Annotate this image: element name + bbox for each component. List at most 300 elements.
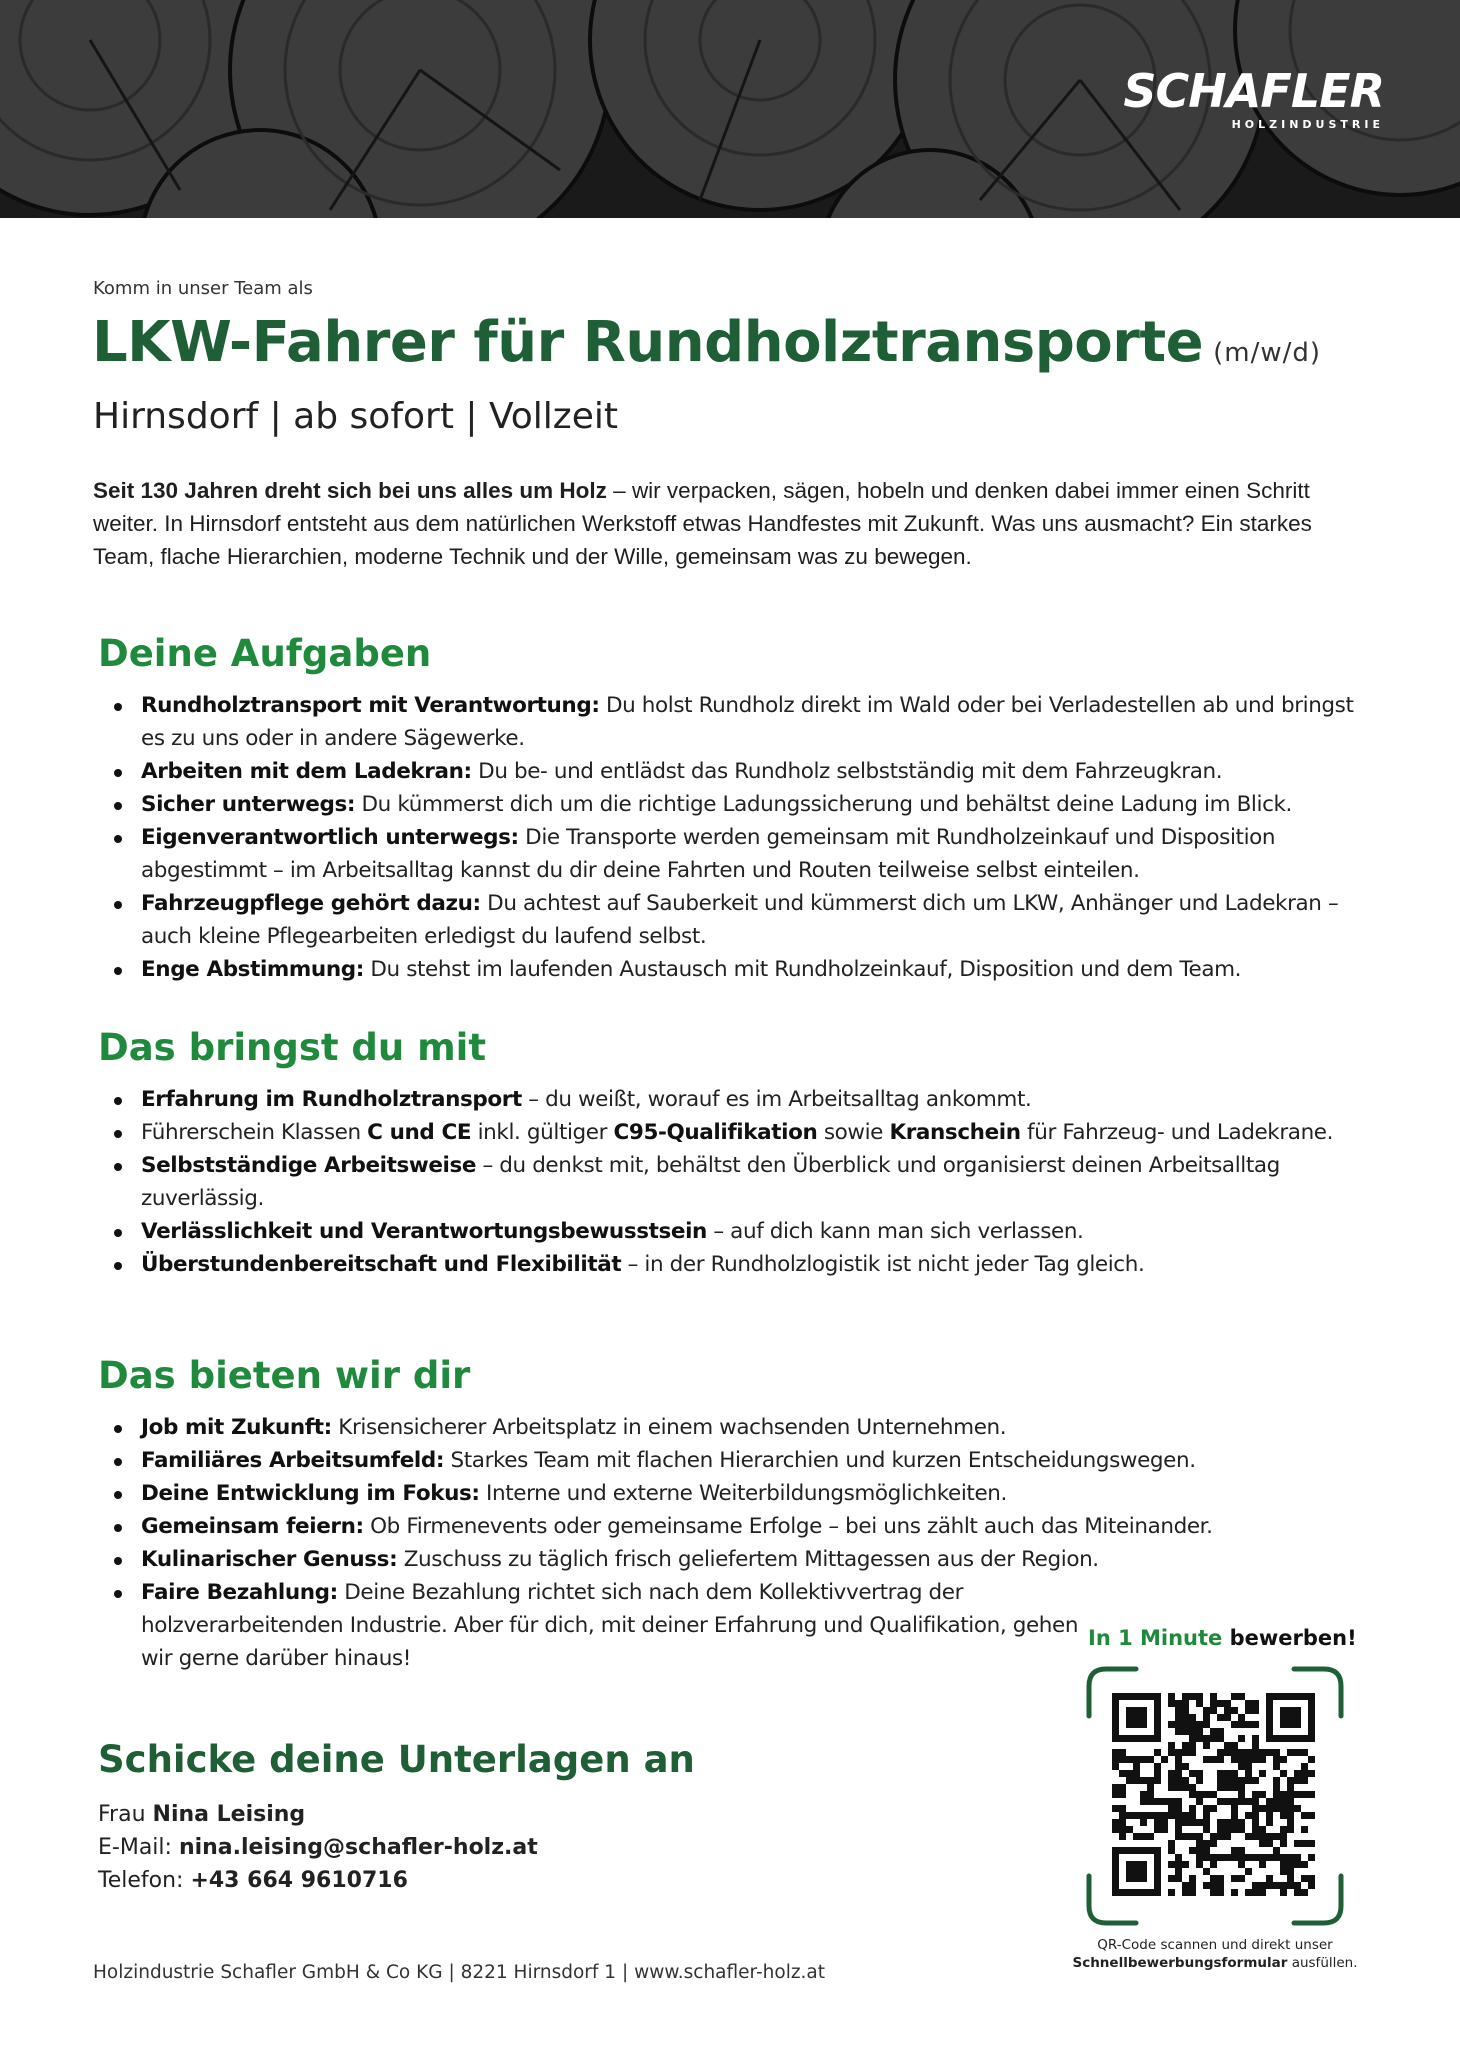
qr-module bbox=[1189, 1749, 1196, 1756]
email-link[interactable]: nina.leising@schafler-holz.at bbox=[178, 1835, 538, 1860]
qr-module bbox=[1217, 1826, 1224, 1833]
qr-module bbox=[1301, 1763, 1308, 1770]
name-prefix: Frau bbox=[98, 1802, 153, 1827]
item-bold: C und CE bbox=[367, 1120, 472, 1145]
qr-module bbox=[1203, 1868, 1210, 1875]
qr-module bbox=[1245, 1854, 1252, 1861]
qr-module bbox=[1273, 1798, 1280, 1805]
qr-module bbox=[1287, 1784, 1294, 1791]
qr-module bbox=[1231, 1742, 1238, 1749]
item-text: Du be- und entlädst das Rundholz selbstständig mit dem Fahrzeugkran. bbox=[471, 759, 1223, 784]
job-title-text: LKW-Fahrer für Rundholztransporte bbox=[92, 310, 1204, 375]
qr-module bbox=[1175, 1700, 1182, 1707]
qr-note-rest: ausfüllen. bbox=[1287, 1955, 1358, 1971]
qr-module bbox=[1196, 1854, 1203, 1861]
qr-module bbox=[1133, 1812, 1140, 1819]
list-item bbox=[98, 1083, 1378, 1116]
qr-module bbox=[1266, 1798, 1273, 1805]
qr-module bbox=[1133, 1756, 1140, 1763]
qr-module bbox=[1217, 1700, 1224, 1707]
item-bold: Kranschein bbox=[889, 1120, 1021, 1145]
qr-module bbox=[1308, 1882, 1315, 1889]
qr-module bbox=[1252, 1707, 1259, 1714]
qr-module bbox=[1252, 1749, 1259, 1756]
qr-module bbox=[1280, 1798, 1287, 1805]
qr-module bbox=[1210, 1889, 1217, 1896]
qr-module bbox=[1287, 1819, 1294, 1826]
qr-module bbox=[1308, 1854, 1315, 1861]
qr-module bbox=[1224, 1854, 1231, 1861]
qr-module bbox=[1231, 1805, 1238, 1812]
intro-paragraph bbox=[93, 474, 1333, 573]
qr-module bbox=[1252, 1735, 1259, 1742]
list-item bbox=[98, 821, 1378, 887]
qr-module bbox=[1154, 1770, 1161, 1777]
qr-module bbox=[1196, 1847, 1203, 1854]
qr-module bbox=[1161, 1826, 1168, 1833]
qr-module bbox=[1287, 1868, 1294, 1875]
qr-module bbox=[1259, 1756, 1266, 1763]
qr-module bbox=[1189, 1875, 1196, 1882]
qr-module bbox=[1280, 1770, 1287, 1777]
qr-module bbox=[1182, 1833, 1189, 1840]
qr-module bbox=[1168, 1770, 1175, 1777]
qr-module bbox=[1133, 1777, 1140, 1784]
qr-module bbox=[1175, 1707, 1182, 1714]
qr-module bbox=[1245, 1749, 1252, 1756]
qr-module bbox=[1126, 1707, 1147, 1728]
qr-module bbox=[1175, 1805, 1182, 1812]
list-item bbox=[98, 1215, 1378, 1248]
qr-module bbox=[1196, 1833, 1203, 1840]
logo-subline: HOLZINDUSTRIE bbox=[1231, 118, 1384, 131]
qr-module bbox=[1126, 1777, 1133, 1784]
qr-module bbox=[1175, 1826, 1182, 1833]
qr-module bbox=[1126, 1756, 1133, 1763]
qr-module bbox=[1210, 1833, 1217, 1840]
item-text: für Fahrzeug- und Ladekrane. bbox=[1020, 1120, 1334, 1145]
qr-module bbox=[1203, 1742, 1210, 1749]
qr-module bbox=[1245, 1833, 1252, 1840]
qr-module bbox=[1126, 1812, 1133, 1819]
qr-module bbox=[1273, 1763, 1280, 1770]
qr-module bbox=[1280, 1861, 1287, 1868]
qr-module bbox=[1231, 1819, 1238, 1826]
qr-module bbox=[1175, 1854, 1182, 1861]
email-label: E-Mail: bbox=[98, 1835, 179, 1860]
qr-module bbox=[1280, 1812, 1287, 1819]
qr-module bbox=[1217, 1756, 1224, 1763]
qr-module bbox=[1189, 1805, 1196, 1812]
job-title bbox=[92, 310, 1321, 375]
qr-module bbox=[1231, 1777, 1238, 1784]
qr-module bbox=[1245, 1700, 1252, 1707]
qr-module bbox=[1175, 1728, 1182, 1735]
intro-kicker: Komm in unser Team als bbox=[93, 278, 313, 299]
qr-module bbox=[1259, 1854, 1266, 1861]
qr-module bbox=[1203, 1791, 1210, 1798]
item-text: – du denkst mit, behältst den Überblick und organisierst deinen Arbeitsalltag zuverlässig. bbox=[141, 1153, 1280, 1211]
section-title-contact: Schicke deine Unterlagen an bbox=[98, 1738, 695, 1781]
contact-name bbox=[98, 1798, 538, 1831]
qr-module bbox=[1210, 1805, 1217, 1812]
qr-module bbox=[1189, 1889, 1196, 1896]
qr-module bbox=[1224, 1784, 1231, 1791]
qr-module bbox=[1245, 1756, 1252, 1763]
section-title-aufgaben: Deine Aufgaben bbox=[98, 632, 432, 675]
qr-module bbox=[1154, 1777, 1161, 1784]
qr-module bbox=[1210, 1728, 1217, 1735]
qr-module bbox=[1224, 1826, 1231, 1833]
qr-module bbox=[1189, 1693, 1196, 1700]
qr-module bbox=[1287, 1826, 1294, 1833]
qr-module bbox=[1217, 1833, 1224, 1840]
qr-module bbox=[1217, 1784, 1224, 1791]
item-bold: Kulinarischer Genuss: bbox=[141, 1547, 398, 1572]
qr-module bbox=[1203, 1756, 1210, 1763]
intro-text: – wir verpacken, sägen, hobeln und denken dabei immer einen Schritt weiter. In Hirnsdorf entsteht aus dem natürlichen Werkstoff etwas Handfestes mit Zukunft. Was uns ausmacht? Ein starkes Team, flache Hierarchien, moderne Technik und der Wille, gemeinsam was zu bewegen. bbox=[93, 478, 1312, 569]
qr-module bbox=[1175, 1868, 1182, 1875]
qr-module bbox=[1161, 1798, 1168, 1805]
qr-module bbox=[1238, 1861, 1245, 1868]
qr-code[interactable] bbox=[1086, 1666, 1344, 1926]
qr-module bbox=[1259, 1861, 1266, 1868]
phone-label: Telefon: bbox=[98, 1868, 191, 1893]
qr-module bbox=[1217, 1875, 1224, 1882]
qr-module bbox=[1147, 1791, 1154, 1798]
qr-module bbox=[1238, 1749, 1245, 1756]
qr-module bbox=[1168, 1805, 1175, 1812]
qr-module bbox=[1182, 1861, 1189, 1868]
item-bold: Überstundenbereitschaft und Flexibilität bbox=[141, 1252, 622, 1277]
qr-module bbox=[1189, 1812, 1196, 1819]
qr-module bbox=[1189, 1721, 1196, 1728]
qr-module bbox=[1154, 1749, 1161, 1756]
qr-module bbox=[1294, 1805, 1301, 1812]
qr-module bbox=[1182, 1784, 1189, 1791]
qr-module bbox=[1196, 1700, 1203, 1707]
qr-module bbox=[1182, 1700, 1189, 1707]
qr-module bbox=[1196, 1791, 1203, 1798]
qr-module bbox=[1252, 1721, 1259, 1728]
qr-module bbox=[1252, 1854, 1259, 1861]
qr-module bbox=[1189, 1770, 1196, 1777]
qr-module bbox=[1238, 1721, 1245, 1728]
qr-module bbox=[1252, 1742, 1259, 1749]
qr-module bbox=[1147, 1798, 1154, 1805]
qr-module bbox=[1182, 1707, 1189, 1714]
item-bold: Eigenverantwortlich unterwegs: bbox=[141, 825, 519, 850]
qr-module bbox=[1252, 1798, 1259, 1805]
qr-module bbox=[1238, 1791, 1245, 1798]
item-bold: Sicher unterwegs: bbox=[141, 792, 356, 817]
qr-module bbox=[1210, 1840, 1217, 1847]
qr-module bbox=[1294, 1791, 1301, 1798]
qr-module bbox=[1238, 1756, 1245, 1763]
item-text: Du kümmerst dich um die richtige Ladungssicherung und behältst deine Ladung im Blick. bbox=[355, 792, 1292, 817]
qr-module bbox=[1119, 1812, 1126, 1819]
qr-module bbox=[1238, 1714, 1245, 1721]
qr-module bbox=[1224, 1714, 1231, 1721]
qr-module bbox=[1168, 1693, 1175, 1700]
qr-module bbox=[1175, 1833, 1182, 1840]
qr-module bbox=[1294, 1861, 1301, 1868]
qr-module bbox=[1252, 1756, 1259, 1763]
qr-module bbox=[1175, 1784, 1182, 1791]
qr-module bbox=[1266, 1854, 1273, 1861]
item-text: Die Transporte werden gemeinsam mit Rundholzeinkauf und Disposition abgestimmt – im Arbeitsalltag kannst du dir deine Fahrten und Routen teilweise selbst einteilen. bbox=[141, 825, 1276, 883]
qr-module bbox=[1203, 1882, 1210, 1889]
qr-module bbox=[1287, 1854, 1294, 1861]
gender-suffix: (m/w/d) bbox=[1213, 338, 1322, 368]
contact-phone bbox=[98, 1864, 538, 1897]
qr-module bbox=[1203, 1812, 1210, 1819]
item-bold: C95-Qualifikation bbox=[613, 1120, 818, 1145]
qr-module bbox=[1259, 1889, 1266, 1896]
qr-module bbox=[1154, 1798, 1161, 1805]
job-subtitle: Hirnsdorf | ab sofort | Vollzeit bbox=[93, 396, 618, 437]
qr-module bbox=[1259, 1882, 1266, 1889]
list-item bbox=[98, 1477, 1381, 1510]
qr-module bbox=[1161, 1756, 1168, 1763]
section-title-bringst: Das bringst du mit bbox=[98, 1026, 487, 1069]
qr-module bbox=[1189, 1735, 1196, 1742]
qr-module bbox=[1224, 1777, 1231, 1784]
qr-module bbox=[1189, 1714, 1196, 1721]
qr-module bbox=[1280, 1833, 1287, 1840]
qr-module bbox=[1168, 1742, 1175, 1749]
qr-module bbox=[1189, 1791, 1196, 1798]
qr-module bbox=[1252, 1819, 1259, 1826]
qr-module bbox=[1245, 1707, 1252, 1714]
qr-module bbox=[1196, 1693, 1203, 1700]
qr-module bbox=[1280, 1868, 1287, 1875]
qr-module bbox=[1203, 1819, 1210, 1826]
qr-module bbox=[1119, 1826, 1126, 1833]
list-item bbox=[98, 788, 1378, 821]
qr-module bbox=[1175, 1798, 1182, 1805]
qr-module bbox=[1231, 1875, 1238, 1882]
qr-module bbox=[1231, 1889, 1238, 1896]
qr-module bbox=[1210, 1700, 1217, 1707]
qr-module bbox=[1231, 1784, 1238, 1791]
hero-image bbox=[0, 0, 1460, 218]
qr-module bbox=[1266, 1833, 1273, 1840]
qr-module bbox=[1259, 1791, 1266, 1798]
qr-module bbox=[1259, 1833, 1266, 1840]
qr-module bbox=[1217, 1735, 1224, 1742]
qr-module bbox=[1112, 1791, 1119, 1798]
qr-module bbox=[1210, 1882, 1217, 1889]
qr-module bbox=[1196, 1728, 1203, 1735]
qr-module bbox=[1147, 1812, 1154, 1819]
qr-module bbox=[1196, 1770, 1203, 1777]
item-text: Starkes Team mit flachen Hierarchien und kurzen Entscheidungswegen. bbox=[444, 1448, 1196, 1473]
phone-link[interactable]: +43 664 9610716 bbox=[190, 1868, 408, 1893]
qr-module bbox=[1294, 1840, 1301, 1847]
qr-module bbox=[1175, 1749, 1182, 1756]
item-bold: Faire Bezahlung: bbox=[141, 1580, 338, 1605]
qr-module bbox=[1175, 1770, 1182, 1777]
item-bold: Gemeinsam feiern: bbox=[141, 1514, 364, 1539]
qr-module bbox=[1133, 1770, 1140, 1777]
item-text: Du stehst im laufenden Austausch mit Rundholzeinkauf, Disposition und dem Team. bbox=[363, 957, 1242, 982]
qr-module bbox=[1196, 1777, 1203, 1784]
item-text: Du holst Rundholz direkt im Wald oder bei Verladestellen ab und bringst es zu uns oder in andere Sägewerke. bbox=[141, 693, 1354, 751]
qr-module bbox=[1245, 1889, 1252, 1896]
qr-module bbox=[1182, 1714, 1189, 1721]
qr-module bbox=[1161, 1812, 1168, 1819]
qr-module bbox=[1175, 1777, 1182, 1784]
qr-heading bbox=[1088, 1626, 1357, 1650]
qr-module bbox=[1308, 1840, 1315, 1847]
item-text: Krisensicherer Arbeitsplatz in einem wachsenden Unternehmen. bbox=[331, 1415, 1007, 1440]
qr-module bbox=[1182, 1882, 1189, 1889]
qr-module bbox=[1301, 1777, 1308, 1784]
qr-module bbox=[1231, 1847, 1238, 1854]
qr-module bbox=[1301, 1749, 1308, 1756]
item-text: Interne und externe Weiterbildungsmöglichkeiten. bbox=[479, 1481, 1007, 1506]
section-title-bieten: Das bieten wir dir bbox=[98, 1354, 471, 1397]
qr-module bbox=[1266, 1812, 1273, 1819]
qr-module bbox=[1126, 1770, 1133, 1777]
qr-module bbox=[1266, 1882, 1273, 1889]
qr-module bbox=[1217, 1854, 1224, 1861]
qr-module bbox=[1119, 1819, 1126, 1826]
qr-module bbox=[1182, 1721, 1189, 1728]
qr-module bbox=[1301, 1889, 1308, 1896]
qr-module bbox=[1119, 1756, 1126, 1763]
qr-module bbox=[1301, 1812, 1308, 1819]
qr-module bbox=[1147, 1777, 1154, 1784]
qr-module bbox=[1147, 1833, 1154, 1840]
qr-module bbox=[1182, 1819, 1189, 1826]
qr-module bbox=[1224, 1798, 1231, 1805]
qr-module bbox=[1238, 1735, 1245, 1742]
item-text: inkl. gültiger bbox=[471, 1120, 614, 1145]
list-item bbox=[98, 1510, 1381, 1543]
qr-module bbox=[1189, 1742, 1196, 1749]
qr-module bbox=[1112, 1819, 1119, 1826]
qr-module bbox=[1217, 1798, 1224, 1805]
qr-module bbox=[1112, 1805, 1119, 1812]
qr-module bbox=[1287, 1812, 1294, 1819]
qr-module bbox=[1308, 1791, 1315, 1798]
qr-module bbox=[1287, 1791, 1294, 1798]
qr-module bbox=[1280, 1791, 1287, 1798]
qr-module bbox=[1210, 1875, 1217, 1882]
list-item bbox=[98, 953, 1378, 986]
qr-module bbox=[1154, 1812, 1161, 1819]
qr-module bbox=[1294, 1882, 1301, 1889]
qr-module bbox=[1238, 1847, 1245, 1854]
qr-module bbox=[1203, 1721, 1210, 1728]
qr-module bbox=[1196, 1721, 1203, 1728]
qr-module bbox=[1168, 1777, 1175, 1784]
qr-module bbox=[1259, 1840, 1266, 1847]
item-text: Deine Bezahlung richtet sich nach dem Kollektivvertrag der holzverarbeitenden Industrie. Aber für dich, mit deiner Erfahrung und Qualifikation, gehen wir gerne darüber hinaus! bbox=[141, 1580, 1079, 1671]
qr-module bbox=[1119, 1784, 1126, 1791]
qr-module bbox=[1182, 1742, 1189, 1749]
list-item bbox=[98, 755, 1378, 788]
qr-module bbox=[1168, 1889, 1175, 1896]
qr-module bbox=[1168, 1861, 1175, 1868]
qr-module bbox=[1252, 1833, 1259, 1840]
qr-module bbox=[1175, 1861, 1182, 1868]
qr-module bbox=[1182, 1749, 1189, 1756]
qr-module bbox=[1280, 1707, 1301, 1728]
qr-module bbox=[1238, 1763, 1245, 1770]
qr-module bbox=[1182, 1777, 1189, 1784]
qr-module bbox=[1266, 1749, 1273, 1756]
qr-module bbox=[1196, 1840, 1203, 1847]
qr-module bbox=[1273, 1777, 1280, 1784]
qr-module bbox=[1140, 1798, 1147, 1805]
qr-module bbox=[1280, 1840, 1287, 1847]
list-item bbox=[98, 1116, 1378, 1149]
qr-module bbox=[1210, 1756, 1217, 1763]
qr-module bbox=[1252, 1826, 1259, 1833]
qr-note-line1: QR-Code scannen und direkt unser bbox=[1097, 1937, 1333, 1953]
qr-module bbox=[1238, 1875, 1245, 1882]
list-item bbox=[98, 1444, 1381, 1477]
qr-module bbox=[1231, 1707, 1238, 1714]
qr-module bbox=[1273, 1791, 1280, 1798]
qr-module bbox=[1294, 1889, 1301, 1896]
qr-module bbox=[1217, 1770, 1224, 1777]
qr-module bbox=[1175, 1819, 1182, 1826]
qr-module bbox=[1231, 1826, 1238, 1833]
qr-module bbox=[1280, 1756, 1287, 1763]
qr-module bbox=[1245, 1812, 1252, 1819]
qr-module bbox=[1210, 1735, 1217, 1742]
qr-module bbox=[1273, 1784, 1280, 1791]
qr-module bbox=[1287, 1882, 1294, 1889]
qr-module bbox=[1203, 1826, 1210, 1833]
qr-module bbox=[1308, 1756, 1315, 1763]
qr-module bbox=[1273, 1847, 1280, 1854]
qr-module bbox=[1217, 1889, 1224, 1896]
qr-module bbox=[1175, 1756, 1182, 1763]
qr-module bbox=[1168, 1875, 1175, 1882]
qr-module bbox=[1182, 1812, 1189, 1819]
qr-module bbox=[1224, 1770, 1231, 1777]
qr-module bbox=[1189, 1728, 1196, 1735]
item-text: – in der Rundholzlogistik ist nicht jeder Tag gleich. bbox=[621, 1252, 1145, 1277]
qr-module bbox=[1294, 1770, 1301, 1777]
qr-module bbox=[1217, 1714, 1224, 1721]
qr-module bbox=[1175, 1763, 1182, 1770]
qr-module bbox=[1203, 1714, 1210, 1721]
qr-module bbox=[1259, 1770, 1266, 1777]
item-text: Du achtest auf Sauberkeit und kümmerst dich um LKW, Anhänger und Ladekran – auch kleine Pflegearbeiten erledigst du laufend selbst. bbox=[141, 891, 1339, 949]
qr-module bbox=[1119, 1833, 1126, 1840]
qr-module bbox=[1224, 1700, 1231, 1707]
qr-module bbox=[1182, 1693, 1189, 1700]
qr-module bbox=[1196, 1735, 1203, 1742]
qr-module bbox=[1217, 1749, 1224, 1756]
qr-module bbox=[1119, 1770, 1126, 1777]
qr-module bbox=[1224, 1742, 1231, 1749]
qr-module bbox=[1259, 1749, 1266, 1756]
qr-module bbox=[1168, 1812, 1175, 1819]
qr-module bbox=[1252, 1882, 1259, 1889]
qr-module bbox=[1231, 1756, 1238, 1763]
qr-module bbox=[1140, 1812, 1147, 1819]
qr-module bbox=[1140, 1777, 1147, 1784]
qr-module bbox=[1147, 1784, 1154, 1791]
qr-module bbox=[1238, 1777, 1245, 1784]
